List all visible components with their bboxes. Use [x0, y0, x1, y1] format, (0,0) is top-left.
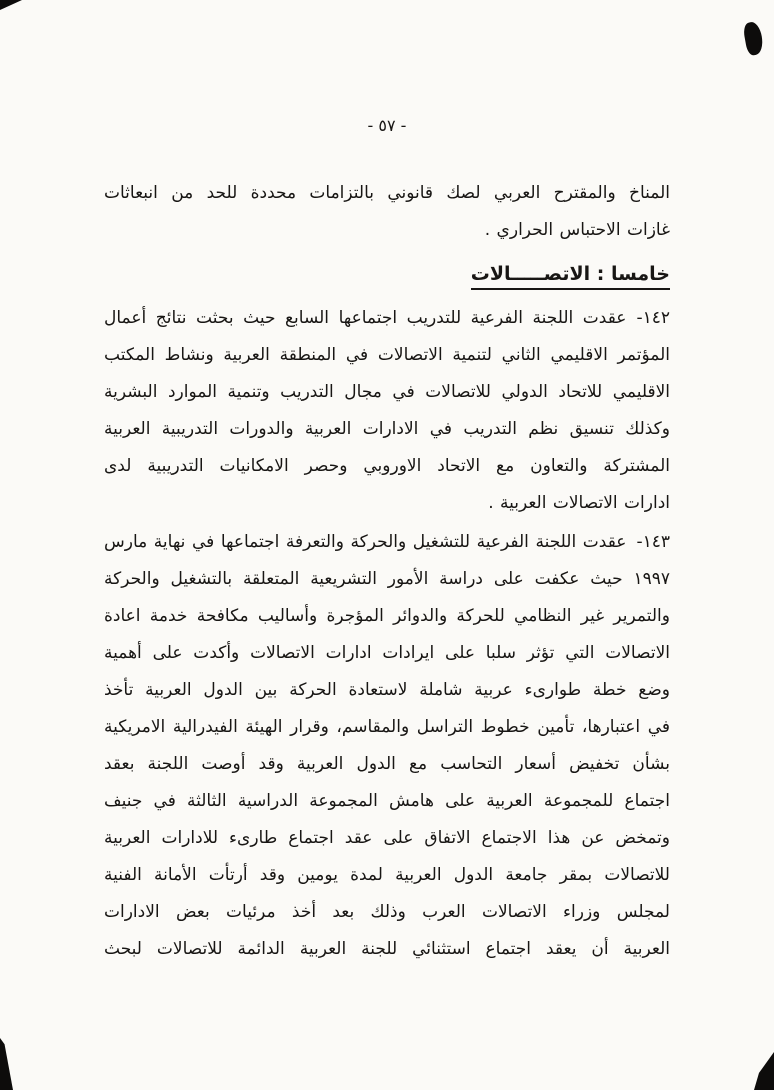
item-number: ١٤٢- — [636, 308, 670, 328]
list-item-line: ١٩٩٧ حيث عكفت على دراسة الأمور التشريعية المتعلقة بالتشغيل والحركة — [104, 569, 670, 589]
list-item-line: وضع خطة طوارىء عربية شاملة لاستعادة الحركة بين الدول العربية تأخذ — [104, 680, 670, 700]
list-item-line: في اعتبارها، تأمين خطوط التراسل والمقاسم، وقرار الهيئة الفيدرالية الامريكية — [104, 717, 670, 737]
list-item-line — [104, 300, 670, 337]
list-item-143 — [104, 524, 670, 968]
list-item-line: الاقليمي للاتحاد الدولي للاتصالات في مجال التدريب وتنمية الموارد البشرية — [104, 382, 670, 402]
section-heading: خامسا : الاتصـــــالات — [471, 263, 670, 290]
paragraph-line: المناخ والمقترح العربي لصك قانوني بالتزامات محددة للحد من انبعاثات — [104, 183, 670, 203]
page-number: - ٥٧ - — [367, 116, 407, 135]
list-item-line: العربية أن يعقد اجتماع استثنائي للجنة العربية الدائمة للاتصالات لبحث — [104, 939, 670, 959]
scan-artifact-top-left — [0, 0, 22, 10]
list-item-line — [104, 524, 670, 561]
list-item-142 — [104, 300, 670, 522]
scan-artifact-bottom-left — [0, 1038, 13, 1090]
list-item-line: والتمرير غير النظامي للحركة والدوائر المؤجرة وأساليب مكافحة خدمة اعادة — [104, 606, 670, 626]
list-item-line: الاتصالات التي تؤثر سلبا على ايرادات ادارات الاتصالات وأكدت على أهمية — [104, 643, 670, 663]
intro-paragraph — [104, 175, 670, 249]
page-content — [104, 116, 670, 968]
list-item-line: اجتماع للمجموعة العربية على هامش المجموعة الدراسية الثالثة في جنيف — [104, 791, 670, 811]
item-text: عقدت اللجنة الفرعية للتشغيل والحركة والتعرفة اجتماعها في نهاية مارس — [104, 532, 627, 552]
paragraph-line: غازات الاحتباس الحراري . — [484, 220, 670, 240]
list-item-line: وكذلك تنسيق نظم التدريب في الادارات العربية والدورات التدريبية العربية — [104, 419, 670, 439]
section-heading-row — [104, 263, 670, 290]
list-item-line: ادارات الاتصالات العربية . — [488, 493, 670, 513]
item-text: عقدت اللجنة الفرعية للتدريب اجتماعها السابع حيث بحثت نتائج أعمال — [104, 308, 627, 328]
list-item-line: وتمخض عن هذا الاجتماع الاتفاق على عقد اجتماع طارىء للادارات العربية — [104, 828, 670, 848]
list-item-line: المؤتمر الاقليمي الثاني لتنمية الاتصالات في المنطقة العربية ونشاط المكتب — [104, 345, 670, 365]
scan-artifact-bottom-right — [754, 1052, 774, 1090]
list-item-line: للاتصالات بمقر جامعة الدول العربية لمدة يومين وقد أرتأت الأمانة الفنية — [104, 865, 670, 885]
list-item-line: لمجلس وزراء الاتصالات العرب وذلك بعد أخذ مرئيات بعض الادارات — [104, 902, 670, 922]
scan-artifact-top-right — [742, 21, 764, 56]
list-item-line: بشأن تخفيض أسعار التحاسب مع الدول العربية وقد أوصت اللجنة بعقد — [104, 754, 670, 774]
item-number: ١٤٣- — [636, 532, 670, 552]
list-item-line: المشتركة والتعاون مع الاتحاد الاوروبي وحصر الامكانيات التدريبية لدى — [104, 456, 670, 476]
